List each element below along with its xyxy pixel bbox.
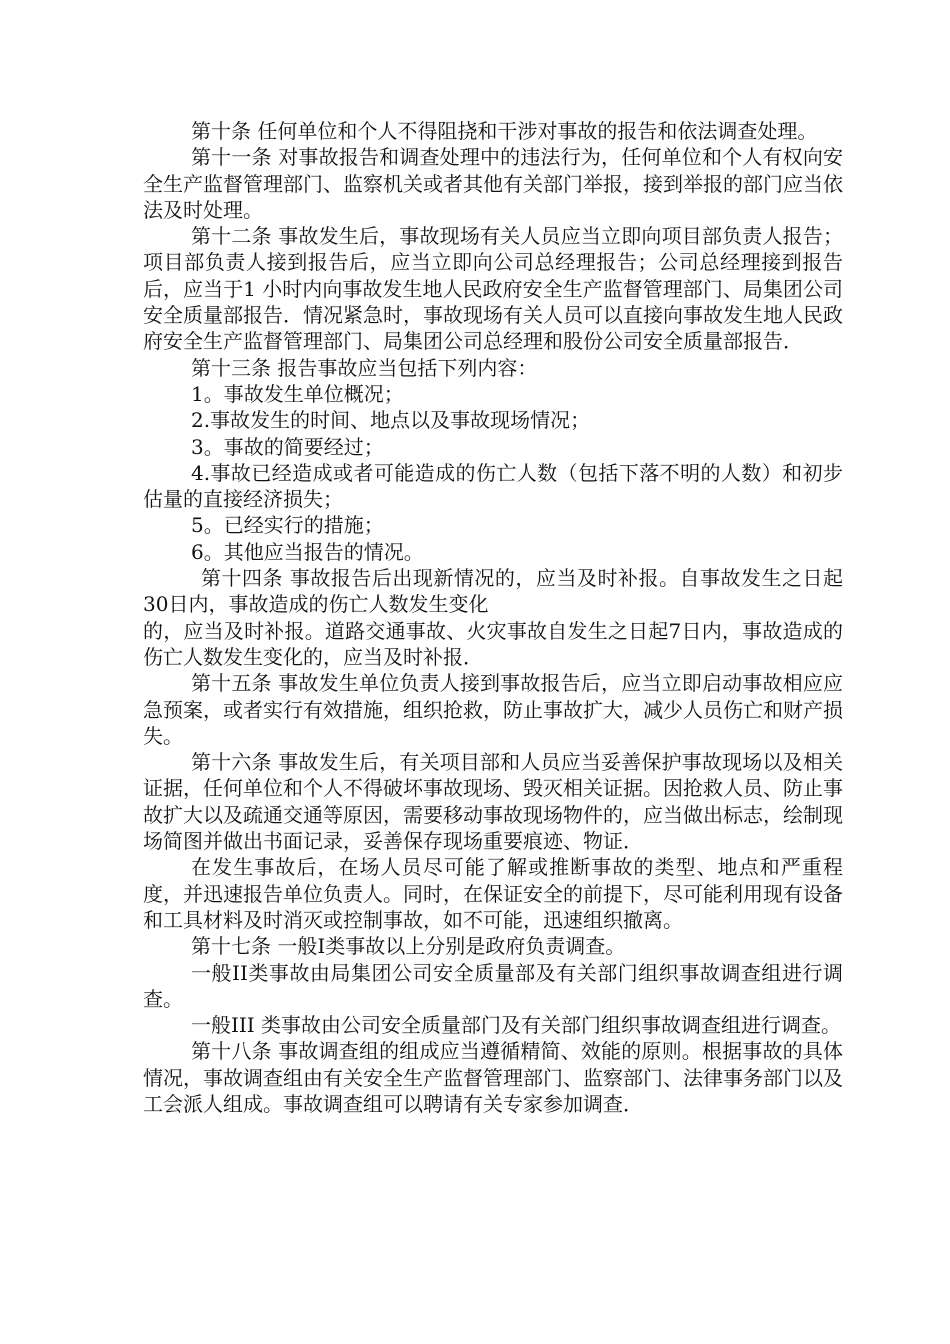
document-body [143,118,843,1117]
class-ii-investigation-paragraph: 一般II类事故由局集团公司安全质量部及有关部门组织事故调查组进行调查。 [143,960,843,1011]
list-item-3: 3。事故的简要经过； [191,434,384,459]
article-14-continuation: 的，应当及时补报。道路交通事故、火灾事故自发生之日起7日内，事故造成的伤亡人数发生变化的，应当及时补报． [143,618,843,669]
list-item-2: 2.事故发生的时间、地点以及事故现场情况； [191,408,591,433]
list-item-1: 1。事故发生单位概况； [191,381,404,406]
emergency-response-paragraph: 在发生事故后，在场人员尽可能了解或推断事故的类型、地点和严重程度，并迅速报告单位负责人。同时，在保证安全的前提下，尽可能利用现有设备和工具材料及时消灭或控制事故，如不可能，迅速组织撤离。 [143,855,843,932]
article-10-paragraph: 第十条 任何单位和个人不得阻挠和干涉对事故的报告和依法调查处理。 [191,119,818,143]
article-13-paragraph: 第十三条 报告事故应当包括下列内容： [191,355,538,380]
list-item-4: 4.事故已经造成或者可能造成的伤亡人数（包括下落不明的人数）和初步估量的直接经济损失； [143,460,843,512]
list-item-5: 5。已经实行的措施； [191,513,384,538]
list-item-6: 6。其他应当报告的情况。 [191,539,424,564]
article-14-paragraph: 第十四条 事故报告后出现新情况的，应当及时补报。自事故发生之日起30日内，事故造成的伤亡人数发生变化 [143,566,843,617]
article-12-paragraph: 第十二条 事故发生后，事故现场有关人员应当立即向项目部负责人报告；项目部负责人接到报告后，应当立即向公司总经理报告；公司总经理接到报告后，应当于1 小时内向事故发生地人民政府安全生产监督管理部门、局集团公司安全质量部报告．情况紧急时，事故现场有关人员可以直接向事故发生地人民政府安全生产监督管理部门、局集团公司总经理和股份公司安全质量部报告． [143,224,843,354]
article-15-paragraph: 第十五条 事故发生单位负责人接到事故报告后，应当立即启动事故相应应急预案，或者实行有效措施，组织抢救，防止事故扩大，减少人员伤亡和财产损失。 [143,671,843,748]
article-11-paragraph: 第十一条 对事故报告和调查处理中的违法行为，任何单位和个人有权向安全生产监督管理部门、监察机关或者其他有关部门举报，接到举报的部门应当依法及时处理。 [143,145,843,222]
article-17-paragraph: 第十七条 一般I类事故以上分别是政府负责调查。 [191,934,626,959]
article-16-paragraph: 第十六条 事故发生后，有关项目部和人员应当妥善保护事故现场以及相关证据，任何单位和个人不得破坏事故现场、毁灭相关证据。因抢救人员、防止事故扩大以及疏通交通等原因，需要移动事故现场物件的，应当做出标志，绘制现场简图并做出书面记录，妥善保存现场重要痕迹、物证． [143,750,843,854]
article-18-paragraph: 第十八条 事故调查组的组成应当遵循精简、效能的原则。根据事故的具体情况，事故调查组由有关安全生产监督管理部门、监察部门、法律事务部门以及工会派人组成。事故调查组可以聘请有关专家参加调查． [143,1039,843,1116]
class-iii-investigation-paragraph: 一般III 类事故由公司安全质量部门及有关部门组织事故调查组进行调查。 [191,1013,842,1038]
